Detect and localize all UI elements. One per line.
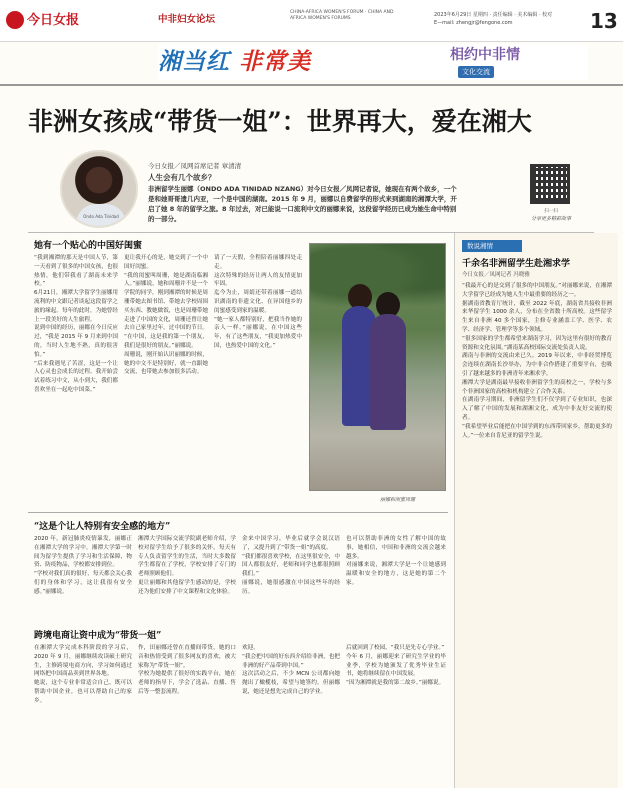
sidebar-title: 千余名非洲留学生赴湘求学	[462, 259, 571, 269]
section2-column2: 湘潭大学国际交流学院副老师介绍，学校对留学生给予了很多的关怀，每天有专人负责留学生的生活，当时大多数留学生都留在了学校，学校安排了专门的老师照顾他们。 更让丽娜和其他留学生感动的是，学校还为他们安排了中文课程和文化体验。	[138, 536, 236, 595]
newspaper-logo[interactable]	[6, 8, 88, 34]
email-line: E—mail: zhengjr@fengone.com	[434, 20, 513, 26]
section3-column1: 在湘潭大学完成本科阶段的学习后，2020 年 9 月，丽娜继续攻读硕士研究生，主修跨境电商方向，学习如何通过网络把中国商品卖到世界各地。 她说，这个专业非常适合自己，既可以帮助中国企业，也可以帮助自己的家乡。	[34, 645, 132, 704]
date-line: 2023年6月29日 星期四 · 责任编辑 · 美术编辑 · 校对	[434, 12, 553, 18]
section3-column3: 欢迎。 “我会把中国的好东西介绍给非洲，也把非洲的好产品带到中国。” 这次活动之后，不少 MCN 公司都向她抛出了橄榄枝，希望与她签约。但丽娜说，她还是想先完成自己的学业。	[242, 645, 340, 695]
section2-column3: 金来中国学习，毕业后就学会说汉语了，又提升到了“带货一姐”的高度。 “我们都很喜欢学校，在这里很安全，中国人都很友好，老师和同学也都很照顾我们。” 丽娜说，她很感激在中国这些年的经历。	[242, 536, 340, 595]
section-banner	[158, 44, 588, 80]
sidebar-tag: 数说湘情	[462, 240, 522, 252]
page-number: 13	[590, 9, 618, 33]
logo-text: 今日女报	[27, 13, 80, 28]
section3-heading: 跨境电商让资中成为“带货一姐”	[34, 631, 162, 641]
divider	[28, 512, 448, 513]
section2-heading: “这是个让人特别有安全感的地方”	[34, 522, 171, 532]
header-rule	[0, 84, 623, 86]
masthead	[0, 0, 623, 42]
banner-part1: 湘当红	[158, 49, 230, 75]
lead-paragraph: 非洲留学生丽娜（ONDO ADA TINIDAD NZANG）对今日女报／凤网记者说，她现在有两个故乡，一个是和她哥哥遗几内亚，一个是中国的湖南。2015 年 9 月，丽娜以自费留学的形式来到湖南的湘潭大学，开启了她 8 年的留学之旅。8 年过去，对已能说一口流利中文的丽娜来说，这段留学经历已成为她生命中特别的一部分。	[148, 185, 457, 223]
forum-english-name: CHINA-AFRICA WOMEN'S FORUM · CHINA AND AFRICA WOMEN'S FORUMS	[290, 10, 394, 21]
banner-part2: 非常美	[239, 49, 312, 75]
portrait-photo	[60, 150, 138, 228]
article-byline: 今日女报／凤网首席记者 章清清	[148, 162, 242, 170]
banner-title	[158, 44, 311, 80]
article-photo	[309, 243, 446, 491]
portrait-name: Ondo Ada Tinidad	[83, 214, 119, 219]
banner-tag: 文化交流	[458, 66, 494, 78]
qr-caption: 扫一扫	[544, 209, 558, 214]
photo-person2	[370, 314, 406, 430]
logo-mark-icon	[6, 11, 24, 29]
section2-column1: 2020 年，新冠肺炎疫情暴发，丽娜正在湘潭大学的学习中，湘潭大学第一时间为留学生提供了学习和生活保障，物资、防疫物品，学校都安排到位。 “学校对我们真的很好，每天都会关心我们的身体和学习，这让我很有安全感。”丽娜说。	[34, 536, 132, 595]
section1-column2: 更让我开心的是，她交到了一个中国好闺蜜。 “我的闺蜜叫周珊，她是湖南临湘人。”丽娜说，她和周珊并不是一个学院的同学，刚到湘潭的时候是周珊带她去图书馆、带她去学校周围买东西、教她做饭，也是周珊带她走进了中国的文化，周珊还曾让她去自己家里过年，过中国的节日。 “在中国，这是我的第一个朋友，我们是很好的朋友。”丽娜说。 周珊说，刚开始认识丽娜的时候，她的中文不是特别好，就一直跟她交流，也带她去参加很多活动。	[124, 255, 209, 376]
sidebar-byline: 今日女报／凤网记者 冯晓雅	[462, 272, 530, 278]
section1-heading: 她有一个贴心的中国好闺蜜	[34, 241, 143, 251]
forum-logo: 中非妇女论坛	[158, 14, 216, 25]
lead-question: 人生会有几个故乡？	[148, 173, 216, 182]
issue-meta	[434, 11, 584, 27]
sidebar-body: “我最开心的是交到了很多的中国朋友。”对丽娜来说，在湘潭大学留学已经成为她人生中最重要的经历之一。 据湖南省教育厅统计，截至 2022 年底，湖南省共接收非洲来华留学生 1000 余人，分布在全省数十所高校。这些留学生来自非洲 40 多个国家，主修专业涵盖工学、医学、农学、经济学、管理学等多个领域。 “很多国家的学生都希望来湖南学习，因为这里有很好的教育资源和文化氛围。”湖南某高校国际交流处负责人说。 湖南与非洲的交流由来已久。2019 年以来，中非经贸博览会连续在湖南长沙举办，为中非合作搭建了重要平台，也吸引了越来越多的非洲青年来湘求学。 湘潭大学是湖南最早接收非洲留学生的高校之一，学校与多个非洲国家的高校和机构建立了合作关系。 在湖南学习期间，非洲留学生们不仅学到了专业知识，也深入了解了中国的发展和湖湘文化，成为中非友好交流的使者。 “我希望毕业后能把在中国学到的东西带回家乡，帮助更多的人。”一位来自肯尼亚的留学生说。	[462, 283, 612, 439]
banner-slogan: 相约中非情	[450, 47, 520, 63]
qr-subcaption: 分享更多精彩故事	[530, 216, 571, 222]
section1-column1: “我到湘潭的那天是中国人节，第一天看到了很多的中国女孩，也很热情，他们带我看了湖南未来学校。” 6月21日，湘潭大学留学生丽娜用流利的中文跟记者谈起这段留学之旅的缘起。每年的此时，为她曾经上一段美好的人生旅程。 说到中国的经历，丽娜在今日反应过，“我是 2015 年 9 月来到中国的，当时人生地不熟，真的很害怕。” “后来我遇见了苦涩，这是一个让人心灵也会成长的过程。我开始尝试着练习中文，从小到大，我们都喜欢坐在一起吃中国菜。”	[34, 255, 118, 393]
photo-caption: 丽娜和闺蜜周珊	[380, 497, 416, 503]
section1-column3: 请了一天假，全程陪着丽娜四处走走。 这次特殊的经历让两人的友情更加牢固。 迄今为止，周婧还带着丽娜一道结识湖南的非遗文化、在异国他乡的闺蜜感受到家的温暖。 “她一家人都特别好，把我当作她的亲人一样。”丽娜说，在中国这些年，有了这些朋友，“我更加热爱中国，也热爱中国的文化。”	[214, 255, 302, 349]
section2-column4: 也可以帮助非洲的女性了解中国的故事，她相信，中国和非洲的交流会越来越多。 对丽娜来说，湘潭大学是一个让她感到温暖和安全的地方，这是她的第二个家。	[346, 536, 446, 586]
article-title: 非洲女孩成“带货一姐”：世界再大，爱在湘大	[28, 107, 532, 136]
section3-column4: 后就回到了校园，“我只是先专心学业。” 今年 6 月，丽娜迎来了研究生学业的毕业季，学校为她颁发了优秀毕业生证书，她将继续留在中国发展。 “因为湘潭就是我的第二故乡。”丽娜说。	[346, 645, 446, 687]
qr-code-icon[interactable]	[530, 164, 570, 204]
section3-column2: 作，田丽娜还曾在直播间带货，她的口音和热情受到了很多网友的喜欢，被大家称为“带货一姐”。 学校为她提供了很好的实践平台，她在老师的指导下，学会了选品、直播、售后等一整套流程。	[138, 645, 236, 695]
